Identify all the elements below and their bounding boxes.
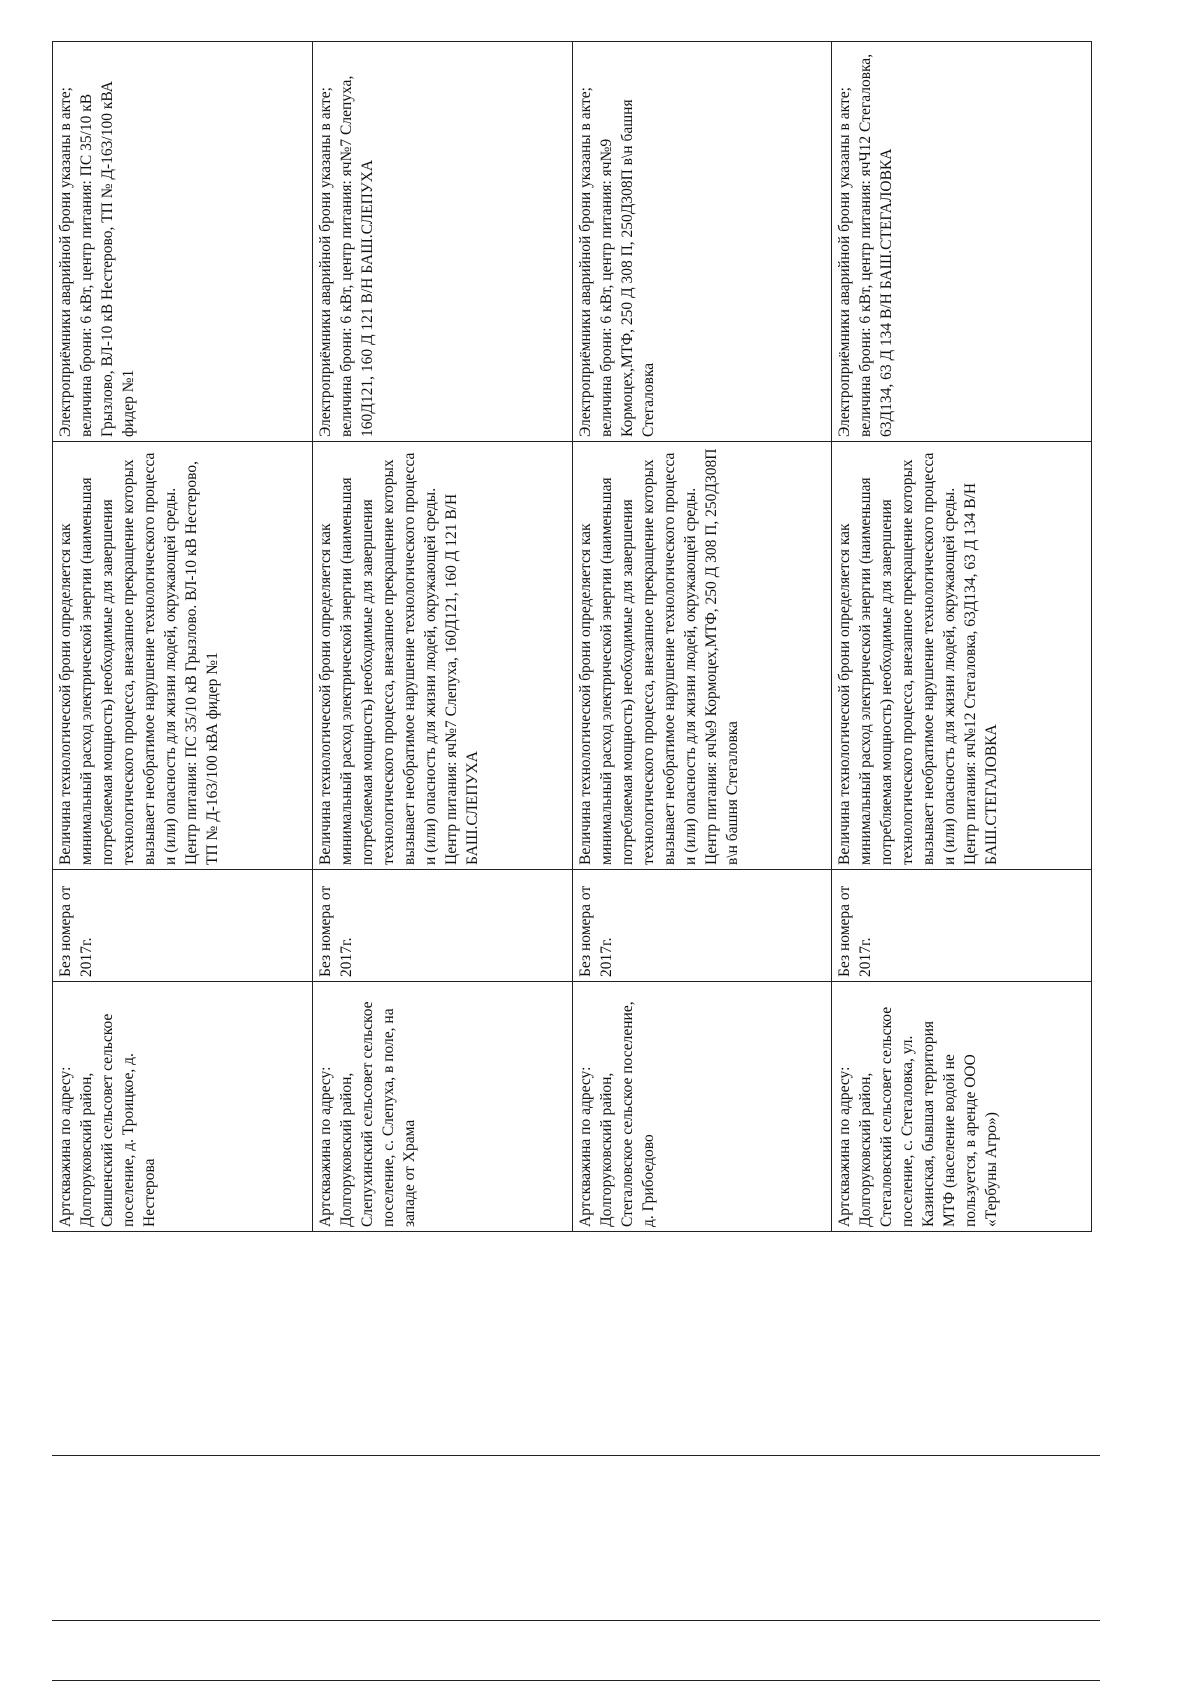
table-row <box>572 42 832 1232</box>
emergency-reserve-cell: Электроприёмники аварийной брони указаны в акте; величина брони: 6 кВт, центр питания: яч№7 Слепуха, 160Д121, 160 Д 121 В/Н БАШ.СЛЕПУХА <box>312 42 572 442</box>
horizontal-rule <box>52 1680 1100 1681</box>
tech-reserve-cell: Величина технологической брони определяется как минимальный расход электрической энергии (наименьшая потребляемая мощность) необходимые для завершения технологического процесса, внезапное прекращение которых вызывает необратимое нарушение технологического процесса и (или) опасность для жизни людей, окружающей среды. Центр питания: яч№9 Кормоцех,МТФ, 250 Д 308 П, 250Д308П в\н башня Стегаловка <box>572 442 832 870</box>
location-cell: Артскважина по адресу: Долгоруковский район, Свишенский сельсовет сельское поселение, д. Троицкое, д. Нестерова <box>53 982 313 1232</box>
table-row <box>312 42 572 1232</box>
act-cell: Без номера от 2017г. <box>572 870 832 982</box>
emergency-reserve-cell: Электроприёмники аварийной брони указаны в акте; величина брони: 6 кВт, центр питания: яч№9 Кормоцех,МТФ, 250 Д 308 П, 250Д308П в\н башня Стегаловка <box>572 42 832 442</box>
horizontal-rule <box>52 1455 1100 1456</box>
tech-reserve-cell: Величина технологической брони определяется как минимальный расход электрической энергии (наименьшая потребляемая мощность) необходимые для завершения технологического процесса, внезапное прекращение которых вызывает необратимое нарушение технологического процесса и (или) опасность для жизни людей, окружающей среды. Центр питания: яч№7 Слепуха, 160Д121, 160 Д 121 В/Н БАШ.СЛЕПУХА <box>312 442 572 870</box>
reserve-table <box>52 41 1092 1232</box>
location-cell: Артскважина по адресу: Долгоруковский район, Стегаловское сельское поселение, д. Грибоедово <box>572 982 832 1232</box>
emergency-reserve-cell: Электроприёмники аварийной брони указаны в акте; величина брони: 6 кВт, центр питания: ячЧ12 Стегаловка, 63Д134, 63 Д 134 В/Н БАШ.СТЕГАЛОВКА <box>832 42 1092 442</box>
rotated-table-wrapper <box>52 42 1092 1232</box>
tech-reserve-cell: Величина технологической брони определяется как минимальный расход электрической энергии (наименьшая потребляемая мощность) необходимые для завершения технологического процесса, внезапное прекращение которых вызывает необратимое нарушение технологического процесса и (или) опасность для жизни людей, окружающей среды. Центр питания: ПС 35/10 кВ Грызлово. ВЛ-10 кВ Нестерово, ТП № Д-163/100 кВА фидер №1 <box>53 442 313 870</box>
tech-reserve-cell: Величина технологической брони определяется как минимальный расход электрической энергии (наименьшая потребляемая мощность) необходимые для завершения технологического процесса, внезапное прекращение которых вызывает необратимое нарушение технологического процесса и (или) опасность для жизни людей, окружающей среды. Центр питания: яч№12 Стегаловка, 63Д134, 63 Д 134 В/Н БАШ.СТЕГАЛОВКА <box>832 442 1092 870</box>
location-cell: Артскважина по адресу: Долгоруковский район, Слепухинский сельсовет сельское поселение, с. Слепуха, в поле, на западе от Храма <box>312 982 572 1232</box>
emergency-reserve-cell: Электроприёмники аварийной брони указаны в акте; величина брони: 6 кВт, центр питания: ПС 35/10 кВ Грызлово, ВЛ-10 кВ Нестерово, ТП № Д-163/100 кВА фидер №1 <box>53 42 313 442</box>
location-cell: Артскважина по адресу: Долгоруковский район, Стегаловский сельсовет сельское поселение, с. Стегаловка, ул. Казинская, бывшая территория МТФ (население водой не пользуется, в аренде ООО «Тербуны Агро») <box>832 982 1092 1232</box>
table-row <box>832 42 1092 1232</box>
table-row <box>53 42 313 1232</box>
act-cell: Без номера от 2017г. <box>312 870 572 982</box>
act-cell: Без номера от 2017г. <box>53 870 313 982</box>
horizontal-rule <box>52 1620 1100 1621</box>
act-cell: Без номера от 2017г. <box>832 870 1092 982</box>
